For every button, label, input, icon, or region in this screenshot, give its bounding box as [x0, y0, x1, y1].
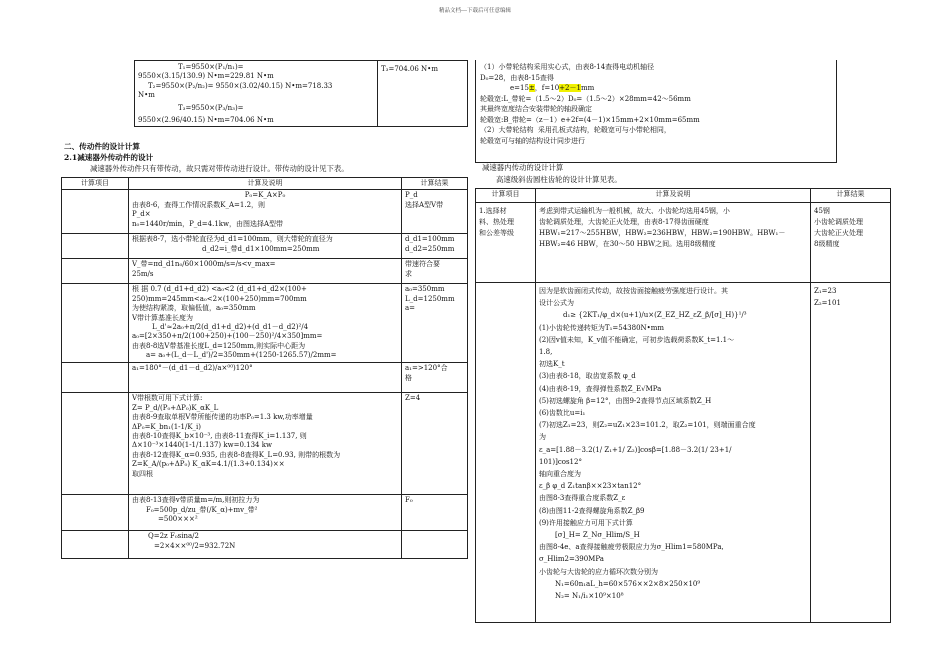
f-tol-sep: － [569, 84, 577, 92]
torque-line: N•m [138, 91, 155, 100]
calc-line: (1)小齿轮传递转矩为T₁=54380N•mm [539, 323, 665, 332]
calc-line: 齿轮调质处理，大齿轮正火处理，由表8-17得齿面硬度 [539, 218, 709, 226]
f-tol-lower: 1 [576, 84, 581, 92]
calc-line: 101)]cos12° [539, 457, 582, 466]
pulley-line: 轮毂宽:B_带轮=（z－1）e+2f=(4－1)×15mm+2×10mm=65mm [480, 115, 700, 124]
torque-calc-cell [135, 61, 378, 127]
calc-line: 取四根 [132, 469, 153, 478]
calc-line: (8)由图11-2查得螺旋角系数Z_β9 [539, 506, 645, 515]
result-line: 格 [405, 373, 412, 382]
calc-line: P₀=K_A×P₀ [244, 191, 286, 200]
gear-design-table [475, 188, 891, 623]
col-header-calc: 计算及说明 [536, 189, 811, 203]
e-value: e=15 [510, 84, 529, 92]
calc-line: (5)初选螺旋角 β=12°，由图9-2查得节点区域系数Z_H [539, 396, 712, 405]
result-line: 小齿轮调质处理 [814, 218, 863, 226]
torque-result-cell: T₃=704.06 N•m [378, 61, 468, 127]
torque-line: 9550×(2.96/40.15) N•m=704.06 N•m [138, 116, 274, 125]
calc-line: V_带=πd_d1n₀/60×1000m/s=/s<v_max= [132, 260, 276, 269]
col-header-calc: 计算及说明 [129, 178, 402, 190]
calc-line: Q=2z F₀sina/2 [148, 532, 199, 541]
calc-line: Δ×10⁻³×1440(1-1/1.137) kw=0.134 kw [132, 441, 272, 450]
calc-line: n₀=1440r/min，P_d=4.1kw，由图选择A型带 [132, 219, 284, 228]
calc-line: 由表8-8选V带基准长度L_d=1250mm,则实际中心距为 [132, 341, 306, 350]
calc-line: 根 据 0.7 (d_d1+d_d2) <a₀<2 (d_d1+d_d2×(100+ [132, 285, 307, 294]
calc-line: HBW₁=217～255HBW，HBW₂=236HBW，HBW₂=190HBW。HBW₁－ [539, 229, 786, 237]
calc-line: d₁≥ {2KT₁/φ_d×(u+1)/u×(Z_EZ_HZ_εZ_β/[σ]_H)}¹/³ [563, 311, 747, 320]
calc-line: (9)许用接触应力可用下式计算 [539, 518, 633, 527]
calc-line: a₀=[2×350+π/2(100+250)+(100－250)²/4×350]mm= [132, 332, 323, 341]
calc-line: =500×××² [158, 515, 198, 524]
calc-line: 由表8-12查得K_α=0.935, 由表8-8查得K_L=0.93, 则带的根数为 [132, 450, 341, 459]
f-value: ，f=10 [534, 84, 560, 92]
table-row [62, 259, 468, 284]
calc-line: 由图8-4e、a查得接触疲劳极限应力为σ_Hlim1=580MPa, [539, 543, 724, 552]
item-line: 和公差等级 [479, 229, 514, 237]
calc-line: (2)因v值未知，K_v值不能确定，可初步选载荷系数K_t=1.1～ [539, 335, 735, 344]
pulley-line: 其最终宽度结合安装带轮的轴段确定 [480, 105, 592, 113]
calc-line: 初选K_t [539, 360, 565, 369]
table-row [62, 284, 468, 363]
calc-line: N₁=60n₁aL_h=60×576××2×8×250×10⁹ [555, 579, 701, 588]
calc-line: HBW₂=46 HBW，在30～50 HBW之间。选用8级精度 [539, 240, 716, 248]
calc-line: 25m/s [132, 269, 154, 278]
pulley-line: （2）大带轮结构 采用孔板式结构，轮毂宽可与小带轮相同， [480, 126, 671, 134]
table-row [476, 283, 891, 623]
result-line: a₁=>120°合 [405, 364, 448, 373]
result-line: 8级精度 [814, 240, 840, 248]
pulley-line: 轮毂宽可与轴的结构设计同步进行 [480, 136, 585, 145]
pulley-line: 轮毂宽:L_带轮=（1.5～2）D₀=（1.5～2）×28mm=42～56mm [480, 94, 691, 103]
calc-line: V带根数可用下式计算: [132, 394, 203, 403]
calc-line: (7)初选Z₁=23，则Z₂=uZ₁×23=101.2，取Z₂=101，则端面重合度 [539, 421, 756, 430]
f-unit: mm [580, 84, 595, 92]
table-row [476, 203, 891, 283]
table-row [62, 234, 468, 259]
table-row [62, 363, 468, 393]
calc-line: =2×4××⁰⁰/2=932.72N [154, 541, 236, 550]
calc-line: ε_β φ_d Z₁tanβ××23×tan12° [539, 482, 642, 491]
calc-line: 轴向重合度为 [539, 470, 581, 479]
calc-line: a₁=180°－(d_d1－d_d2)/a×⁰⁰)120° [132, 364, 253, 373]
calc-line: 小齿轮与大齿轮的应力循环次数分别为 [539, 567, 658, 576]
result-line: 求 [405, 269, 412, 278]
result-line: Z₁=23 [814, 287, 837, 295]
f-tol-upper: +2 [559, 84, 570, 92]
table-row [62, 393, 468, 495]
calc-line: 因为是软齿面闭式传动，故按齿面接触疲劳强度进行设计。其 [539, 287, 728, 295]
result-line: Z=4 [405, 394, 421, 403]
item-line: 料、热处理 [479, 218, 514, 226]
pulley-line: （1）小带轮结构采用实心式，由表8-14查得电动机轴径 [480, 63, 655, 71]
calc-line: Z= P_d/(P₀+ΔP₀)K_αK_L [132, 403, 219, 412]
calc-line: 根据表8-7，选小带轮直径为d_d1=100mm，则大带轮的直径为 [132, 235, 333, 244]
result-line: 大齿轮正火处理 [814, 229, 863, 237]
calc-line: V带计算基准长度为 [132, 313, 194, 322]
result-line: a₀=350mm [405, 285, 445, 294]
result-line: d_d1=100mm [405, 235, 455, 244]
result-line: Z₂=101 [814, 299, 841, 308]
result-line: L_d=1250mm [405, 294, 455, 303]
calc-line: 由表8-10查得K_b×10⁻³, 由表8-11查得K_i=1.137, 则 [132, 432, 307, 441]
torque-line: T₁=9550×(P₁/n₁)= [178, 63, 244, 71]
calc-line: (4)由表8-19，查得弹性系数Z_E√MPa [539, 384, 662, 393]
calc-line: 考虑到带式运输机为一般机械，故大、小齿轮均选用45钢，小 [539, 207, 730, 215]
col-header-result: 计算结果 [811, 189, 891, 203]
result-line: d_d2=250mm [405, 244, 455, 253]
result-line: P_d [405, 191, 418, 200]
e-tolerance-highlight: ± [528, 84, 535, 92]
calc-line: a= a₀+(L_d－L_d')/2=350mm+(1250-1265.57)/2mm= [146, 351, 337, 360]
torque-table [134, 60, 468, 127]
torque-line: T₂=9550×(P₂/n₂)= 9550×(3.02/40.15) N•m=718.33 [148, 81, 333, 90]
calc-line: 1.8, [539, 348, 553, 357]
calc-line: 为使结构紧凑，取偏低值，a₀=350mm [132, 304, 256, 313]
result-line: 选择A型V带 [405, 200, 444, 209]
pulley-structure-box [475, 60, 837, 163]
section-intro: 减速器外传动件只有带传动，故只需对带传动进行设计。带传动的设计见下表。 [90, 164, 349, 173]
calc-line: P_d× [132, 210, 151, 219]
pulley-tolerance-line [480, 83, 832, 94]
calc-line: L_d'≈2a₀+π/2(d_d1+d_d2)+(d_d1－d_d2)²/4 [152, 323, 309, 332]
item-line: 1.选择材 [479, 207, 507, 215]
f-tolerance-highlight [559, 84, 581, 92]
table-row [62, 495, 468, 531]
calc-line: 由图8-3查得重合度系数Z_ε [539, 494, 626, 503]
calc-line: [σ]_H= Z_Nσ_Hlim/S_H [555, 531, 640, 540]
table-row [62, 190, 468, 234]
subsection-title: 2.1减速器外传动件的设计 [64, 153, 154, 162]
result-line: 带速符合要 [405, 260, 440, 269]
col-header-result: 计算结果 [402, 178, 468, 190]
calc-line: (6)齿数比u=i₁ [539, 409, 586, 418]
calc-line: d_d2=i_带d_d1×100mm=250mm [202, 244, 320, 253]
calc-line: 为 [539, 433, 546, 442]
section-title: 二、传动件的设计计算 [64, 142, 140, 151]
result-line: a= [405, 304, 416, 313]
belt-design-table [61, 177, 468, 559]
calc-line: 由表8-9查取单根V带所能传递的功率P₀=1.3 kw,功率增量 [132, 413, 313, 422]
calc-line: ε_a=[1.88－3.2(1/ Z₁+1/ Z₂)]cosβ=[1.88－3.2(1/ 23+1/ [539, 445, 732, 454]
calc-line: 设计公式为 [539, 299, 574, 308]
calc-line: F₀=500p_d/zu_带(/K_α)+mv_带² [146, 505, 258, 514]
pulley-line: D₀=28，由表8-15查得 [480, 73, 554, 82]
torque-line: 9550×(3.15/130.9) N•m=229.81 N•m [138, 72, 274, 81]
torque-line: T₃=9550×(P₃/n₃)= [178, 103, 244, 112]
calc-line: (3)由表8-18，取齿宽系数 φ_d [539, 372, 636, 381]
calc-line: 由表8-6，查得工作情况系数K_A=1.2，则 [132, 200, 266, 209]
page-header: 精品文档---下载后可任意编辑 [439, 8, 511, 14]
calc-line: ΔP₀=K_bn₁(1-1/K_i) [132, 422, 202, 431]
calc-line: 由表8-13查得v带质量m=/m,则初拉力为 [132, 496, 260, 505]
calc-line: Z=K_A/(p₀+ΔP₀) K_αK=4.1/(1.3+0.134)×× [132, 460, 285, 469]
result-line: F₀ [405, 496, 413, 505]
inner-section-intro: 高速级斜齿圆柱齿轮的设计计算见表。 [496, 175, 622, 184]
table-row [62, 531, 468, 559]
calc-line: 250)mm=245mm<a₀<2×(100+250)mm=700mm [132, 294, 307, 303]
col-header-item: 计算项目 [62, 178, 129, 190]
col-header-item: 计算项目 [476, 189, 536, 203]
calc-line: σ_Hlim2=390MPa [539, 555, 604, 564]
calc-line: N₂= N₁/i₁×10⁹×10⁸ [555, 592, 624, 601]
result-line: 45钢 [814, 207, 830, 215]
inner-section-title: 减速器内传动的设计计算 [482, 163, 564, 172]
